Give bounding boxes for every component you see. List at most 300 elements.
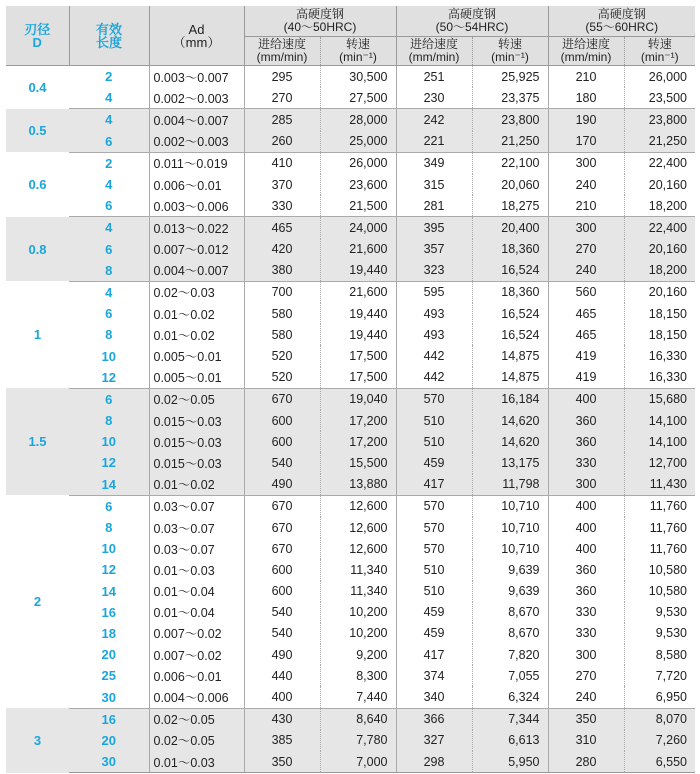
diameter-cell: 1.5 — [6, 388, 69, 495]
feed-rate-cell: 360 — [548, 410, 624, 431]
diameter-cell: 0.8 — [6, 217, 69, 282]
feed-rate-cell: 380 — [244, 260, 320, 282]
spindle-speed-cell: 28,000 — [320, 109, 396, 131]
table-row — [6, 644, 695, 665]
table-row — [6, 730, 695, 751]
feed-rate-cell: 442 — [396, 367, 472, 389]
spindle-speed-cell: 10,580 — [648, 584, 687, 599]
feed-rate-cell: 360 — [548, 581, 624, 602]
feed-rate-cell: 260 — [244, 131, 320, 153]
ad-cell: 0.02〜0.05 — [149, 708, 244, 730]
spindle-speed-cell: 18,360 — [472, 239, 548, 260]
ad-cell: 0.007〜0.02 — [149, 644, 244, 665]
table-row — [6, 751, 695, 773]
spindle-speed-cell: 22,400 — [624, 217, 695, 239]
table-row — [6, 708, 695, 730]
feed-rate-cell: 210 — [548, 66, 624, 88]
spindle-speed-cell: 6,613 — [472, 730, 548, 751]
table-row — [6, 431, 695, 452]
ad-cell: 0.03〜0.07 — [149, 538, 244, 559]
spindle-speed-cell: 18,150 — [648, 327, 687, 342]
feed-rate-cell: 374 — [396, 665, 472, 686]
spindle-speed-cell: 19,040 — [320, 388, 396, 410]
feed-rate-cell: 210 — [548, 195, 624, 217]
feed-rate-cell: 490 — [244, 474, 320, 496]
feed-rate-cell: 510 — [396, 559, 472, 580]
spindle-speed-cell: 16,330 — [648, 349, 687, 364]
feed-rate-cell: 465 — [244, 217, 320, 239]
table-row — [6, 195, 695, 217]
feed-rate-cell: 670 — [244, 388, 320, 410]
feed-rate-cell: 510 — [396, 581, 472, 602]
feed-rate-cell: 570 — [396, 495, 472, 517]
diameter-header: 刃径 D — [6, 6, 69, 66]
ad-cell: 0.01〜0.04 — [149, 602, 244, 623]
spindle-speed-cell: 9,200 — [320, 644, 396, 665]
table-row — [6, 174, 695, 195]
effective-length-cell: 4 — [69, 174, 149, 195]
effective-length-cell: 30 — [69, 686, 149, 708]
feed-rate-cell: 360 — [548, 559, 624, 580]
spindle-speed-cell: 7,260 — [624, 730, 695, 751]
feed-rate-cell: 600 — [244, 410, 320, 431]
effective-length-cell: 4 — [69, 87, 149, 109]
effective-length-cell: 4 — [69, 281, 149, 303]
feed-rate-cell: 400 — [244, 686, 320, 708]
feed-rate-cell: 700 — [244, 281, 320, 303]
spindle-speed-cell: 19,440 — [320, 303, 396, 324]
spindle-speed-cell: 11,798 — [472, 474, 548, 496]
effective-length-cell: 20 — [69, 730, 149, 751]
table-row — [6, 452, 695, 473]
feed-rate-header: 进给速度 (mm/min) — [244, 37, 320, 66]
effective-length-cell: 16 — [69, 602, 149, 623]
table-row — [6, 623, 695, 644]
table-row — [6, 367, 695, 389]
spindle-speed-cell: 6,324 — [472, 686, 548, 708]
spindle-speed-cell: 8,070 — [624, 708, 695, 730]
effective-length-cell: 10 — [69, 431, 149, 452]
spindle-speed-cell: 17,200 — [320, 410, 396, 431]
effective-length-cell: 10 — [69, 538, 149, 559]
table-row — [6, 217, 695, 239]
feed-rate-cell: 357 — [396, 239, 472, 260]
feed-rate-cell: 280 — [548, 751, 624, 773]
feed-rate-cell: 251 — [396, 66, 472, 88]
spindle-speed-cell: 12,600 — [320, 517, 396, 538]
feed-rate-cell: 350 — [244, 751, 320, 773]
feed-rate-cell: 670 — [244, 517, 320, 538]
feed-rate-cell: 270 — [548, 239, 624, 260]
ad-cell: 0.01〜0.02 — [149, 324, 244, 345]
ad-cell: 0.002〜0.003 — [149, 87, 244, 109]
feed-rate-cell: 465 — [548, 324, 624, 345]
diameter-cell: 0.6 — [28, 177, 47, 193]
feed-rate-cell: 370 — [244, 174, 320, 195]
spindle-speed-cell: 20,160 — [648, 285, 687, 300]
diameter-cell: 3 — [6, 708, 69, 773]
spindle-speed-cell: 20,400 — [472, 217, 548, 239]
spindle-speed-cell: 21,250 — [624, 131, 695, 153]
ad-cell: 0.03〜0.07 — [149, 495, 244, 517]
effective-length-cell: 8 — [69, 410, 149, 431]
ad-cell: 0.015〜0.03 — [149, 410, 244, 431]
effective-length-cell: 20 — [69, 644, 149, 665]
spindle-speed-cell: 12,600 — [320, 495, 396, 517]
diameter-cell: 0.5 — [6, 109, 69, 152]
spindle-speed-cell: 11,340 — [320, 581, 396, 602]
spindle-speed-cell: 23,800 — [624, 109, 695, 131]
spindle-speed-cell: 26,000 — [648, 69, 687, 84]
ad-cell: 0.003〜0.007 — [149, 66, 244, 88]
spindle-speed-cell: 11,760 — [649, 520, 687, 535]
spindle-speed-cell: 5,950 — [472, 751, 548, 773]
effective-length-cell: 12 — [69, 559, 149, 580]
feed-rate-cell: 430 — [244, 708, 320, 730]
feed-rate-cell: 366 — [396, 708, 472, 730]
spindle-speed-cell: 18,200 — [624, 195, 695, 217]
spindle-speed-cell: 17,200 — [320, 431, 396, 452]
feed-rate-cell: 300 — [548, 152, 624, 174]
spindle-speed-cell: 15,680 — [624, 388, 695, 410]
effective-length-header: 有效 长度 — [69, 6, 149, 66]
table-row — [6, 239, 695, 260]
feed-rate-cell: 540 — [244, 623, 320, 644]
feed-rate-cell: 570 — [396, 517, 472, 538]
table-row — [6, 602, 695, 623]
feed-rate-cell: 570 — [396, 538, 472, 559]
effective-length-cell: 14 — [69, 581, 149, 602]
spindle-speed-cell: 9,530 — [655, 626, 687, 641]
spindle-speed-cell: 14,875 — [472, 345, 548, 366]
spindle-speed-cell: 12,700 — [624, 452, 695, 473]
spindle-speed-cell: 18,150 — [648, 306, 687, 321]
spindle-speed-cell: 8,670 — [472, 623, 548, 644]
effective-length-cell: 12 — [69, 367, 149, 389]
feed-rate-cell: 459 — [396, 623, 472, 644]
feed-rate-cell: 670 — [244, 538, 320, 559]
table-row — [6, 517, 695, 538]
feed-rate-cell: 459 — [396, 452, 472, 473]
feed-rate-cell: 493 — [396, 324, 472, 345]
ad-cell: 0.004〜0.007 — [149, 260, 244, 282]
spindle-speed-cell: 14,875 — [472, 367, 548, 389]
diameter-cell: 2 — [33, 594, 42, 610]
spindle-speed-cell: 25,925 — [472, 66, 548, 88]
spindle-speed-cell: 9,639 — [472, 581, 548, 602]
feed-rate-cell: 600 — [244, 559, 320, 580]
spindle-speed-cell: 10,710 — [472, 517, 548, 538]
spindle-speed-cell: 6,950 — [624, 686, 695, 708]
spindle-speed-cell: 16,524 — [472, 324, 548, 345]
feed-rate-cell: 221 — [396, 131, 472, 153]
feed-rate-cell: 349 — [396, 152, 472, 174]
ad-cell: 0.01〜0.02 — [149, 303, 244, 324]
feed-rate-cell: 330 — [244, 195, 320, 217]
spindle-speed-cell: 8,300 — [320, 665, 396, 686]
spindle-speed-cell: 7,055 — [472, 665, 548, 686]
effective-length-cell: 8 — [69, 517, 149, 538]
feed-rate-cell: 510 — [396, 410, 472, 431]
table-row — [6, 474, 695, 496]
effective-length-cell: 6 — [69, 195, 149, 217]
feed-rate-cell: 580 — [244, 324, 320, 345]
spindle-speed-cell: 30,500 — [320, 66, 396, 88]
feed-rate-cell: 442 — [396, 345, 472, 366]
feed-rate-cell: 595 — [396, 281, 472, 303]
ad-cell: 0.02〜0.03 — [149, 281, 244, 303]
ad-cell: 0.01〜0.02 — [149, 474, 244, 496]
effective-length-cell: 2 — [69, 66, 149, 88]
spindle-speed-cell: 10,200 — [320, 623, 396, 644]
table-row — [6, 87, 695, 109]
feed-rate-cell: 400 — [548, 538, 624, 559]
ad-cell: 0.013〜0.022 — [149, 217, 244, 239]
effective-length-cell: 6 — [69, 303, 149, 324]
spindle-speed-cell: 20,160 — [648, 177, 687, 192]
spindle-speed-cell: 23,600 — [320, 174, 396, 195]
effective-length-cell: 18 — [69, 623, 149, 644]
effective-length-cell: 4 — [69, 217, 149, 239]
ad-cell: 0.005〜0.01 — [149, 345, 244, 366]
spindle-speed-cell: 7,780 — [320, 730, 396, 751]
spindle-speed-cell: 8,580 — [655, 647, 687, 662]
spindle-speed-cell: 18,275 — [472, 195, 548, 217]
spindle-speed-cell: 26,000 — [320, 152, 396, 174]
table-row — [6, 303, 695, 324]
ad-cell: 0.01〜0.04 — [149, 581, 244, 602]
feed-rate-cell: 350 — [548, 708, 624, 730]
effective-length-cell: 6 — [69, 131, 149, 153]
effective-length-cell: 12 — [69, 452, 149, 473]
table-row — [6, 538, 695, 559]
spindle-speed-cell: 10,200 — [320, 602, 396, 623]
feed-rate-cell: 300 — [548, 217, 624, 239]
spindle-speed-cell: 13,880 — [320, 474, 396, 496]
feed-rate-cell: 493 — [396, 303, 472, 324]
feed-rate-cell: 419 — [548, 367, 624, 389]
cutting-conditions-table — [6, 6, 695, 773]
effective-length-cell: 4 — [69, 109, 149, 131]
spindle-speed-cell: 10,580 — [648, 562, 687, 577]
spindle-speed-cell: 22,100 — [472, 152, 548, 174]
spindle-speed-cell: 11,760 — [649, 541, 687, 556]
spindle-speed-cell: 19,440 — [320, 260, 396, 282]
spindle-speed-cell: 14,100 — [624, 410, 695, 431]
feed-rate-cell: 570 — [396, 388, 472, 410]
feed-rate-cell: 300 — [548, 644, 624, 665]
ad-cell: 0.006〜0.01 — [149, 665, 244, 686]
feed-rate-cell: 300 — [548, 474, 624, 496]
ad-cell: 0.011〜0.019 — [149, 152, 244, 174]
spindle-speed-cell: 11,340 — [320, 559, 396, 580]
effective-length-cell: 25 — [69, 665, 149, 686]
effective-length-cell: 8 — [69, 260, 149, 282]
spindle-speed-cell: 19,440 — [320, 324, 396, 345]
feed-rate-cell: 410 — [244, 152, 320, 174]
spindle-speed-cell: 13,175 — [472, 452, 548, 473]
feed-rate-cell: 295 — [244, 66, 320, 88]
table-row — [6, 345, 695, 366]
feed-rate-cell: 520 — [244, 367, 320, 389]
spindle-speed-cell: 11,760 — [649, 499, 687, 514]
feed-rate-cell: 580 — [244, 303, 320, 324]
spindle-speed-cell: 7,344 — [472, 708, 548, 730]
feed-rate-cell: 600 — [244, 431, 320, 452]
feed-rate-cell: 298 — [396, 751, 472, 773]
spindle-speed-cell: 7,000 — [320, 751, 396, 773]
table-row — [6, 581, 695, 602]
feed-rate-cell: 315 — [396, 174, 472, 195]
feed-rate-cell: 417 — [396, 644, 472, 665]
feed-rate-cell: 323 — [396, 260, 472, 282]
ad-cell: 0.01〜0.03 — [149, 559, 244, 580]
spindle-speed-cell: 21,600 — [320, 281, 396, 303]
feed-rate-cell: 230 — [396, 87, 472, 109]
feed-rate-cell: 327 — [396, 730, 472, 751]
effective-length-cell: 10 — [69, 345, 149, 366]
ad-cell: 0.007〜0.012 — [149, 239, 244, 260]
feed-rate-cell: 459 — [396, 602, 472, 623]
feed-rate-cell: 670 — [244, 495, 320, 517]
material-group-header-2: 高硬度钢 (50〜54HRC) — [396, 6, 548, 37]
table-row — [6, 410, 695, 431]
feed-rate-cell: 400 — [548, 495, 624, 517]
ad-cell: 0.006〜0.01 — [149, 174, 244, 195]
spindle-speed-cell: 14,100 — [624, 431, 695, 452]
table-row — [6, 260, 695, 282]
spindle-speed-cell: 11,430 — [624, 474, 695, 496]
effective-length-cell: 2 — [69, 152, 149, 174]
feed-rate-cell: 465 — [548, 303, 624, 324]
spindle-speed-cell: 12,600 — [320, 538, 396, 559]
ad-cell: 0.015〜0.03 — [149, 431, 244, 452]
ad-cell: 0.007〜0.02 — [149, 623, 244, 644]
ad-cell: 0.005〜0.01 — [149, 367, 244, 389]
spindle-speed-header: 转速 (min⁻¹) — [472, 37, 548, 66]
table-header — [6, 6, 695, 66]
feed-rate-cell: 310 — [548, 730, 624, 751]
spindle-speed-cell: 10,710 — [472, 538, 548, 559]
table-row — [6, 324, 695, 345]
spindle-speed-cell: 17,500 — [320, 345, 396, 366]
table-row — [6, 66, 695, 88]
table-row — [6, 109, 695, 131]
spindle-speed-cell: 8,670 — [472, 602, 548, 623]
feed-rate-cell: 540 — [244, 602, 320, 623]
table-row — [6, 131, 695, 153]
table-row — [6, 495, 695, 517]
feed-rate-cell: 440 — [244, 665, 320, 686]
feed-rate-cell: 419 — [548, 345, 624, 366]
feed-rate-header: 进给速度 (mm/min) — [548, 37, 624, 66]
effective-length-cell: 30 — [69, 751, 149, 773]
feed-rate-cell: 240 — [548, 260, 624, 282]
ad-cell: 0.004〜0.006 — [149, 686, 244, 708]
table-body — [6, 66, 695, 773]
spindle-speed-cell: 23,375 — [472, 87, 548, 109]
ad-header: Ad （mm） — [149, 6, 244, 66]
spindle-speed-cell: 15,500 — [320, 452, 396, 473]
feed-rate-cell: 600 — [244, 581, 320, 602]
feed-rate-cell: 281 — [396, 195, 472, 217]
feed-rate-cell: 510 — [396, 431, 472, 452]
table-row — [6, 152, 695, 174]
feed-rate-cell: 540 — [244, 452, 320, 473]
ad-cell: 0.03〜0.07 — [149, 517, 244, 538]
spindle-speed-cell: 16,524 — [472, 260, 548, 282]
spindle-speed-header: 转速 (min⁻¹) — [624, 37, 695, 66]
spindle-speed-cell: 14,620 — [472, 431, 548, 452]
spindle-speed-cell: 25,000 — [320, 131, 396, 153]
feed-rate-cell: 360 — [548, 431, 624, 452]
spindle-speed-cell: 21,600 — [320, 239, 396, 260]
feed-rate-cell: 395 — [396, 217, 472, 239]
spindle-speed-cell: 16,330 — [624, 367, 695, 389]
feed-rate-cell: 270 — [548, 665, 624, 686]
feed-rate-cell: 420 — [244, 239, 320, 260]
ad-cell: 0.002〜0.003 — [149, 131, 244, 153]
spindle-speed-cell: 7,440 — [320, 686, 396, 708]
feed-rate-cell: 520 — [244, 345, 320, 366]
spindle-speed-cell: 20,060 — [472, 174, 548, 195]
diameter-cell: 0.4 — [28, 79, 47, 95]
spindle-speed-cell: 9,530 — [655, 605, 687, 620]
spindle-speed-cell: 17,500 — [320, 367, 396, 389]
feed-rate-cell: 417 — [396, 474, 472, 496]
spindle-speed-cell: 9,639 — [472, 559, 548, 580]
spindle-speed-cell: 6,550 — [624, 751, 695, 773]
table-row — [6, 281, 695, 303]
spindle-speed-cell: 14,620 — [472, 410, 548, 431]
feed-rate-cell: 180 — [548, 87, 624, 109]
spindle-speed-cell: 7,820 — [472, 644, 548, 665]
spindle-speed-cell: 16,184 — [472, 388, 548, 410]
feed-rate-cell: 385 — [244, 730, 320, 751]
spindle-speed-cell: 7,720 — [655, 668, 687, 683]
spindle-speed-cell: 27,500 — [320, 87, 396, 109]
feed-rate-cell: 400 — [548, 388, 624, 410]
effective-length-cell: 16 — [69, 708, 149, 730]
spindle-speed-cell: 18,200 — [624, 260, 695, 282]
effective-length-cell: 14 — [69, 474, 149, 496]
spindle-speed-cell: 16,524 — [472, 303, 548, 324]
spindle-speed-cell: 8,640 — [320, 708, 396, 730]
spindle-speed-cell: 23,800 — [472, 109, 548, 131]
feed-rate-cell: 330 — [548, 602, 624, 623]
ad-cell: 0.003〜0.006 — [149, 195, 244, 217]
diameter-cell: 1 — [33, 327, 42, 343]
spindle-speed-cell: 18,360 — [472, 281, 548, 303]
feed-rate-cell: 240 — [548, 686, 624, 708]
feed-rate-cell: 330 — [548, 452, 624, 473]
spindle-speed-cell: 23,500 — [624, 87, 695, 109]
feed-rate-cell: 340 — [396, 686, 472, 708]
feed-rate-header: 进给速度 (mm/min) — [396, 37, 472, 66]
ad-cell: 0.004〜0.007 — [149, 109, 244, 131]
feed-rate-cell: 240 — [548, 174, 624, 195]
spindle-speed-cell: 21,500 — [320, 195, 396, 217]
feed-rate-cell: 285 — [244, 109, 320, 131]
effective-length-cell: 8 — [69, 324, 149, 345]
feed-rate-cell: 330 — [548, 623, 624, 644]
effective-length-cell: 6 — [69, 495, 149, 517]
table-row — [6, 559, 695, 580]
spindle-speed-cell: 21,250 — [472, 131, 548, 153]
ad-cell: 0.02〜0.05 — [149, 730, 244, 751]
effective-length-cell: 6 — [69, 388, 149, 410]
feed-rate-cell: 400 — [548, 517, 624, 538]
